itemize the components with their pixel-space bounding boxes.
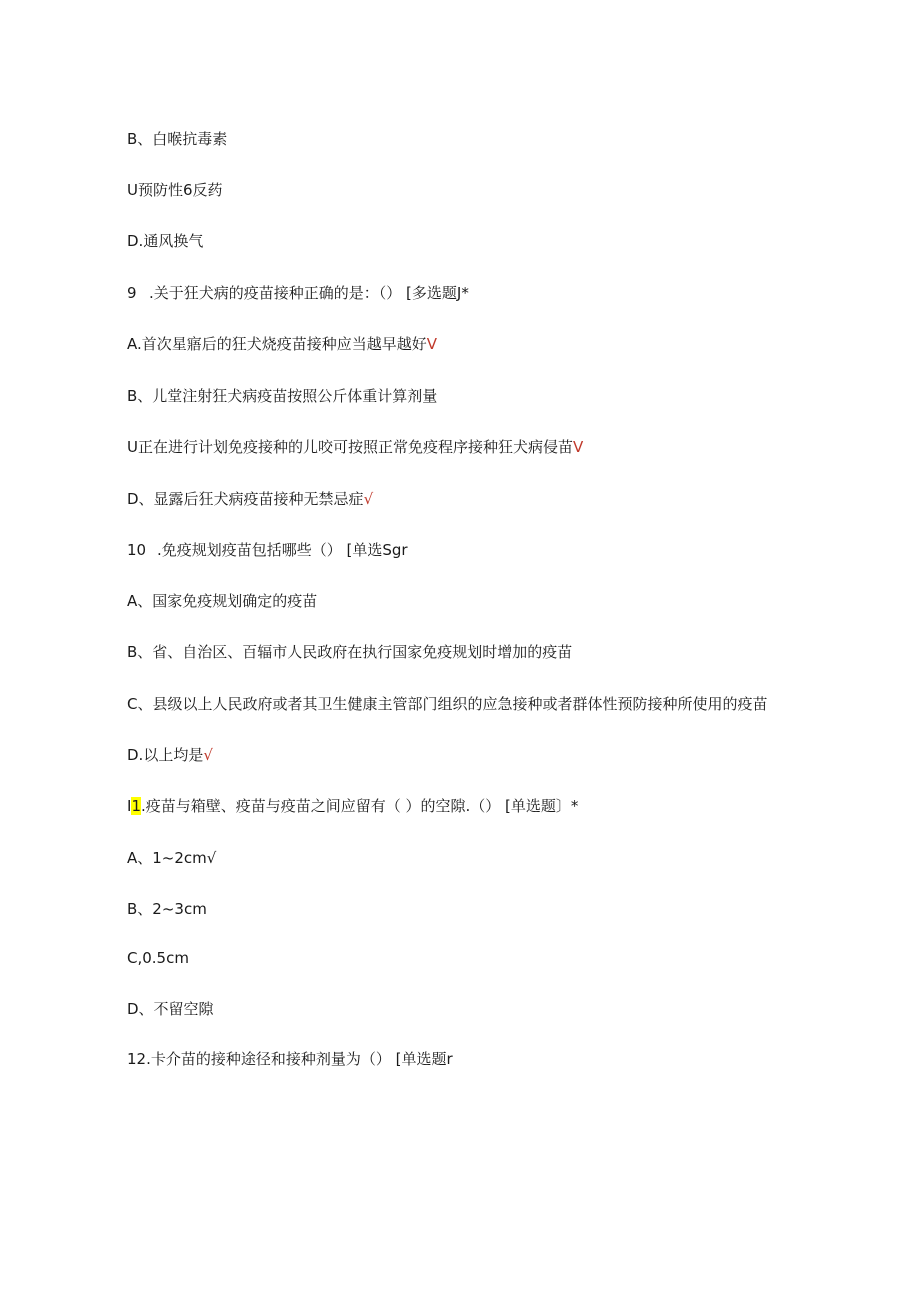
option-10a: [127, 591, 317, 611]
option-8b: [127, 129, 227, 149]
option-9b: [127, 386, 437, 406]
option-text: D.通风换气: [127, 232, 204, 250]
question-12: [127, 1049, 453, 1069]
question-number: 10: [127, 541, 147, 559]
option-8d: [127, 231, 203, 251]
question-text: .关于狂犬病的疫苗接种正确的是：（） [多选题J*: [149, 284, 469, 302]
question-text: 12.卡介苗的接种途径和接种剂量为（） [单选题r: [127, 1050, 453, 1068]
option-text: B、儿堂注射狂犬病疫苗按照公斤体重计算剂量: [127, 387, 438, 405]
option-text: B、省、自治区、百辐市人民政府在执行国家免疫规划时增加的疫苗: [127, 643, 573, 661]
option-10d: [127, 745, 213, 765]
option-text: D、显露后狂犬病疫苗接种无禁忌症: [127, 490, 364, 508]
question-9: [127, 283, 469, 303]
option-text: U正在进行计划免疫接种的儿咬可按照正常免疫程序接种狂犬病侵苗: [127, 438, 573, 456]
option-10b: [127, 642, 572, 662]
option-text: C、县级以上人民政府或者其卫生健康主管部门组织的应急接种或者群体性预防接种所使用的疫苗: [127, 695, 768, 713]
option-text: D.以上均是: [127, 746, 204, 764]
correct-mark: √: [203, 746, 213, 764]
question-10: [127, 540, 408, 560]
question-11: [127, 796, 578, 816]
option-text: U预防性6反药: [127, 181, 223, 199]
option-text: A.首次星寤后的狂犬烧疫苗接种应当越早越好: [127, 335, 427, 353]
option-9a: [127, 334, 437, 354]
correct-mark: V: [572, 438, 584, 456]
question-number-prefix: I: [127, 797, 132, 815]
option-text: B、2~3cm: [127, 900, 207, 918]
option-text: B、白喉抗毒素: [127, 130, 228, 148]
highlighted-text: 1: [131, 797, 141, 815]
option-text: D、不留空隙: [127, 1000, 214, 1018]
question-text: .疫苗与箱壁、疫苗与疫苗之间应留有（ ）的空隙.（） [单选题〕*: [140, 797, 579, 815]
option-8c: [127, 180, 223, 200]
option-11d: [127, 999, 214, 1019]
correct-mark: V: [426, 335, 438, 353]
option-text: A、国家免疫规划确定的疫苗: [127, 592, 318, 610]
question-number: 9: [127, 284, 137, 302]
option-text: A、1~2cm√: [127, 849, 217, 867]
option-text: C,0.5cm: [127, 949, 189, 967]
option-10c: [127, 694, 767, 714]
option-11a: [127, 848, 216, 868]
option-11b: [127, 899, 207, 919]
option-9c: [127, 437, 583, 457]
correct-mark: √: [363, 490, 374, 508]
option-11c: [127, 948, 189, 968]
option-9d: [127, 489, 373, 509]
question-text: .免疫规划疫苗包括哪些（） [单选Sgr: [157, 541, 408, 559]
